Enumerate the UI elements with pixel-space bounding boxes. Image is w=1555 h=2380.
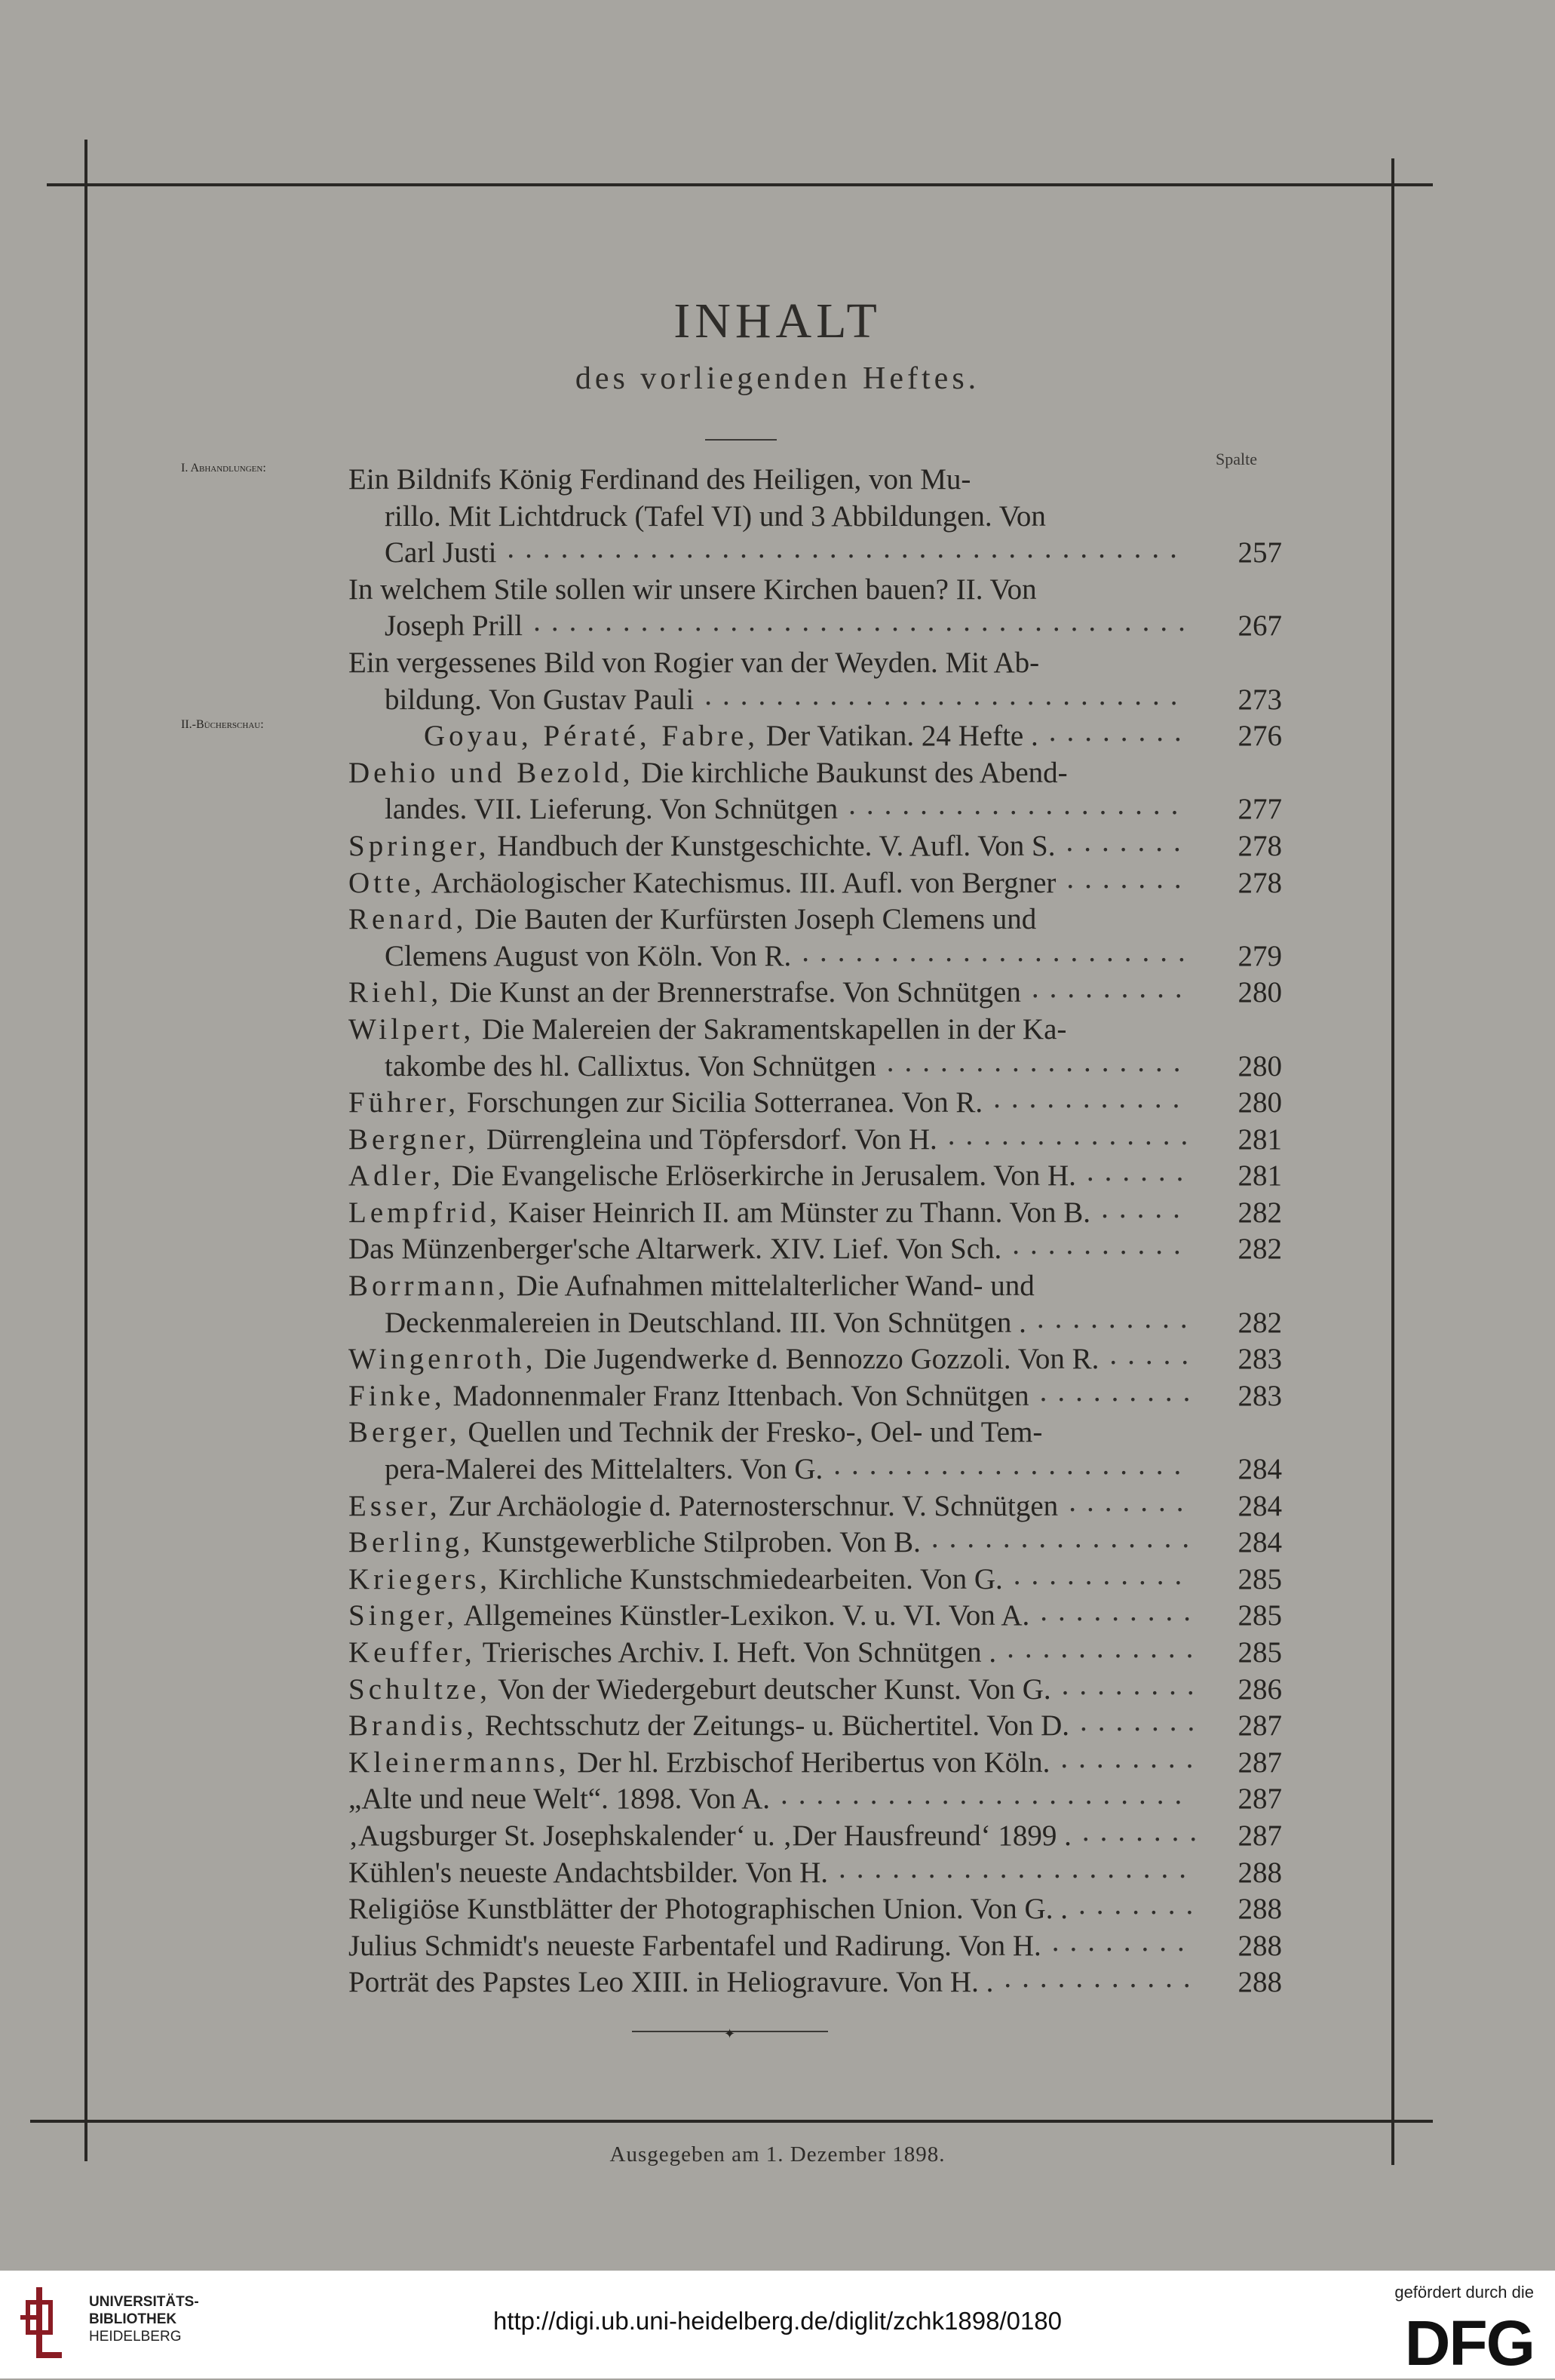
toc-entry-title: Dürrengleina und Töpfersdorf. Von H. (479, 1122, 937, 1156)
toc-page-number: 288 (1238, 1966, 1282, 1999)
toc-page-number: 267 (1238, 610, 1282, 643)
toc-leader-dots: ........ (1048, 715, 1192, 748)
toc-entry-text (385, 608, 523, 645)
toc-entry-title: Forschungen zur Sicilia Sotterranea. Von R. (459, 1086, 983, 1119)
toc-leader-dots: ..... (1101, 1191, 1191, 1224)
toc-entry-text (385, 682, 694, 719)
toc-entry-title: Die Evangelische Erlöserkirche in Jerusalem. Von H. (444, 1159, 1076, 1193)
toc-page-number: 284 (1238, 1526, 1282, 1559)
toc-line (181, 1778, 1282, 1818)
library-name-line-3: HEIDELBERG (89, 2329, 182, 2345)
toc-line (181, 861, 1282, 902)
toc-line (181, 972, 1282, 1012)
toc-entry-title: ‚Augsburger St. Josephskalender‘ u. ‚Der Hausfreund‘ 1899 . (348, 1819, 1072, 1852)
toc-entry-author: Wingenroth, (348, 1343, 537, 1376)
toc-page-number: 280 (1238, 1049, 1282, 1083)
frame-top-rule (47, 183, 1433, 186)
toc-page-number: 285 (1238, 1636, 1282, 1669)
toc-page-number: 282 (1238, 1233, 1282, 1266)
toc-entry-title: Kaiser Heinrich II. am Münster zu Thann. Von B. (501, 1196, 1091, 1229)
frame-right-rule (1391, 158, 1394, 2165)
toc-entry-title: Clemens August von Köln. Von R. (385, 939, 792, 972)
toc-page-number: 276 (1238, 720, 1282, 753)
toc-entry-text (348, 1818, 1072, 1855)
toc-line (181, 605, 1282, 645)
toc-line (181, 1485, 1282, 1525)
toc-entry-title: Die Malereien der Sakramentskapellen in der Ka- (474, 1012, 1067, 1046)
toc-page-number: 279 (1238, 939, 1282, 972)
toc-page-number: 277 (1238, 793, 1282, 826)
toc-line (181, 1705, 1282, 1745)
toc-entry-title: Ein Bildnifs König Ferdinand des Heiligen, von Mu- (348, 463, 971, 496)
toc-entry-text (348, 865, 1056, 902)
toc-line (181, 935, 1282, 975)
toc-page-number: 287 (1238, 1819, 1282, 1852)
toc-entry-author: Borrmann, (348, 1270, 509, 1303)
toc-page-number: 285 (1238, 1599, 1282, 1632)
toc-leader-dots: .................... (839, 1851, 1198, 1884)
toc-page-number: 282 (1238, 1306, 1282, 1339)
toc-entry-text (348, 1488, 1058, 1525)
toc-line (181, 715, 1282, 755)
toc-leader-dots: ........................... (704, 678, 1188, 711)
toc-leader-dots: ....................... (781, 1778, 1193, 1811)
toc-line (181, 1155, 1282, 1195)
toc-line (181, 901, 1282, 938)
toc-entry-text (348, 1158, 1076, 1195)
toc-leader-dots: ................... (848, 788, 1189, 821)
dfg-logo: DFG (1404, 2308, 1534, 2378)
toc-entry-title: Julius Schmidt's neueste Farbentafel und Radirung. Von H. (348, 1929, 1041, 1962)
toc-entry-text (385, 1049, 876, 1086)
toc-entry-text (385, 791, 838, 828)
toc-entry-author: Berling, (348, 1526, 474, 1559)
toc-entry-title: landes. VII. Lieferung. Von Schnütgen (385, 793, 839, 826)
toc-page-number: 287 (1238, 1783, 1282, 1816)
toc-entry-title: Carl Justi (385, 536, 497, 570)
toc-entry-author: Lempfrid, (348, 1196, 501, 1229)
toc-entry-title: Von der Wiedergeburt deutscher Kunst. Von G. (491, 1672, 1051, 1706)
toc-page-number: 281 (1238, 1122, 1282, 1156)
toc-line (181, 462, 1282, 499)
toc-page-number: 278 (1238, 829, 1282, 862)
toc-entry-author: Dehio und Bezold, (348, 756, 634, 789)
toc-entry-text (348, 1964, 993, 2001)
toc-line (181, 572, 1282, 609)
toc-entry-author: Adler, (348, 1159, 444, 1193)
toc-leader-dots: ....... (1066, 861, 1192, 895)
toc-line (181, 1814, 1282, 1855)
toc-entry-title: Die Aufnahmen mittelalterlicher Wand- und (508, 1270, 1035, 1303)
funding-caption: gefördert durch die (1394, 2283, 1534, 2302)
toc-entry-text (385, 938, 791, 975)
toc-entry-text (424, 718, 1038, 755)
toc-entry-title: Allgemeines Künstler-Lexikon. V. u. VI. Von A. (458, 1599, 1030, 1632)
section-label-abhandlungen: I. Abhandlungen: (181, 462, 266, 474)
toc-entry-text (348, 1231, 1001, 1268)
toc-entry-title: Der hl. Erzbischof Heribertus von Köln. (569, 1746, 1050, 1779)
toc-entry-title: Der Vatikan. 24 Hefte . (758, 720, 1038, 753)
toc-line (181, 1924, 1282, 1965)
toc-entry-text (348, 1122, 937, 1159)
toc-entry-author: Renard, (348, 903, 468, 936)
toc-entry-text (348, 1745, 1050, 1782)
toc-entry-text (348, 1525, 921, 1562)
toc-line (181, 532, 1282, 572)
end-ornament-dot: ✦ (724, 2026, 736, 2041)
toc-page-number: 273 (1238, 683, 1282, 716)
toc-page-number: 278 (1238, 866, 1282, 899)
toc-entry-text (348, 1085, 983, 1122)
toc-entry-author: Riehl, (348, 976, 443, 1009)
toc-leader-dots: .......... (1012, 1228, 1192, 1261)
toc-line (181, 1632, 1282, 1672)
toc-entry-author: Finke, (348, 1379, 446, 1412)
toc-entry-text (348, 1562, 1003, 1598)
toc-entry-text (348, 1635, 996, 1672)
toc-line (181, 1374, 1282, 1415)
toc-entry-author: Springer, (348, 829, 490, 862)
toc-line (181, 1668, 1282, 1709)
toc-line (181, 1012, 1282, 1049)
toc-leader-dots: ........... (1007, 1632, 1204, 1664)
toc-entry-author: Berger, (348, 1416, 461, 1449)
toc-line (181, 1414, 1282, 1451)
toc-entry-text (348, 901, 1036, 938)
toc-page-number: 280 (1238, 976, 1282, 1009)
toc-entry-title: Die Kunst an der Brennerstrafse. Von Schnütgen (442, 976, 1021, 1009)
toc-line (181, 1268, 1282, 1305)
toc-entry-title: Das Münzenberger'sche Altarwerk. XIV. Lief. Von Sch. (348, 1233, 1002, 1266)
toc-line (181, 1191, 1282, 1232)
toc-line (181, 825, 1282, 865)
toc-leader-dots: ...... (1086, 1155, 1195, 1188)
toc-line (181, 645, 1282, 682)
toc-line (181, 1228, 1282, 1268)
toc-page-number: 288 (1238, 1929, 1282, 1962)
toc-entry-text (348, 1781, 770, 1818)
toc-entry-title: Rechtsschutz der Zeitungs- u. Büchertitel. Von D. (477, 1709, 1069, 1743)
toc-line (181, 1888, 1282, 1928)
toc-entry-text (348, 828, 1056, 865)
toc-page-number: 288 (1238, 1856, 1282, 1889)
toc-entry-author: Otte, (348, 866, 425, 899)
toc-entry-title: pera-Malerei des Mittelalters. Von G. (385, 1453, 824, 1486)
toc-entry-text (348, 1928, 1041, 1965)
toc-entry-title: Archäologischer Katechismus. III. Aufl. von Bergner (425, 866, 1057, 899)
toc-entry-title: Religiöse Kunstblätter der Photographischen Union. Von G. . (348, 1893, 1068, 1926)
toc-entry-title: Quellen und Technik der Fresko-, Oel- und Tem- (460, 1416, 1043, 1449)
toc-line (181, 1301, 1282, 1342)
toc-entry-author: Kleinermanns, (348, 1746, 570, 1779)
toc-entry-author: Schultze, (348, 1672, 492, 1706)
toc-entry-title: Die Jugendwerke d. Bennozzo Gozzoli. Von R. (536, 1343, 1100, 1376)
toc-entry-text (348, 462, 971, 499)
toc-entry-title: Madonnenmaler Franz Ittenbach. Von Schnütgen (445, 1379, 1029, 1412)
toc-page-number: 284 (1238, 1489, 1282, 1522)
toc-entry-author: Esser, (348, 1489, 441, 1522)
toc-entry-text (348, 1195, 1090, 1232)
toc-entry-author: Führer, (348, 1086, 460, 1119)
toc-line (181, 1448, 1282, 1488)
toc-entry-text (348, 1855, 828, 1892)
toc-line (181, 1522, 1282, 1562)
toc-entry-title: rillo. Mit Lichtdruck (Tafel VI) und 3 Abbildungen. Von (385, 499, 1046, 533)
toc-leader-dots: ......... (1036, 1301, 1198, 1334)
table-of-contents (181, 462, 1282, 2001)
toc-leader-dots: .................... (833, 1448, 1192, 1482)
toc-leader-dots: ....... (1080, 1705, 1206, 1738)
toc-line (181, 1118, 1282, 1159)
frame-left-rule (84, 140, 87, 2161)
toc-leader-dots: ....... (1069, 1485, 1195, 1518)
toc-entry-text (348, 1012, 1066, 1049)
toc-entry-title: Joseph Prill (385, 610, 523, 643)
toc-page-number: 287 (1238, 1709, 1282, 1743)
toc-leader-dots: ........ (1060, 1741, 1204, 1774)
toc-entry-title: Die Bauten der Kurfürsten Joseph Clemens und (467, 903, 1037, 936)
toc-page-number: 287 (1238, 1746, 1282, 1779)
toc-entry-title: Trierisches Archiv. I. Heft. Von Schnütgen . (475, 1636, 997, 1669)
page-subtitle: des vorliegenden Heftes. (575, 361, 980, 396)
toc-line (181, 678, 1282, 719)
toc-line (181, 1558, 1282, 1598)
library-name-line-2: BIBLIOTHEK (89, 2311, 177, 2327)
page-title: INHALT (673, 293, 882, 349)
toc-leader-dots: ....... (1078, 1888, 1204, 1921)
toc-entry-text (348, 1891, 1068, 1928)
toc-entry-title: Deckenmalereien in Deutschland. III. Von Schnütgen . (385, 1306, 1026, 1339)
toc-entry-title: In welchem Stile sollen wir unsere Kirchen bauen? II. Von (348, 573, 1037, 606)
toc-leader-dots: ........ (1061, 1668, 1205, 1701)
toc-entry-text (348, 755, 1068, 792)
toc-page-number: 288 (1238, 1893, 1282, 1926)
toc-line (181, 1338, 1282, 1378)
toc-leader-dots: ...................................... (507, 532, 1188, 565)
toc-entry-title: bildung. Von Gustav Pauli (385, 683, 695, 716)
toc-entry-text (385, 499, 1046, 536)
toc-leader-dots: ...................... (802, 935, 1196, 968)
toc-entry-author: Brandis, (348, 1709, 478, 1743)
toc-entry-text (385, 535, 496, 572)
toc-leader-dots: ............... (931, 1522, 1201, 1555)
toc-line (181, 1851, 1282, 1892)
library-name-line-1: UNIVERSITÄTS- (89, 2294, 199, 2310)
toc-entry-text (348, 645, 1039, 682)
toc-entry-text (348, 572, 1037, 609)
toc-entry-text (385, 1451, 823, 1488)
toc-entry-author: Singer, (348, 1599, 459, 1632)
toc-page-number: 285 (1238, 1562, 1282, 1595)
toc-entry-author: Keuffer, (348, 1636, 476, 1669)
toc-entry-text (348, 1598, 1029, 1635)
issue-date: Ausgegeben am 1. Dezember 1898. (609, 2142, 946, 2167)
toc-entry-title: Kunstgewerbliche Stilproben. Von B. (474, 1526, 921, 1559)
toc-entry-title: Zur Archäologie d. Paternosterschnur. V. Schnütgen (440, 1489, 1059, 1522)
toc-entry-title: „Alte und neue Welt“. 1898. Von A. (348, 1783, 771, 1816)
title-divider (705, 439, 777, 441)
toc-line (181, 1045, 1282, 1086)
frame-bottom-rule (30, 2120, 1433, 2123)
toc-entry-text (348, 1414, 1042, 1451)
toc-leader-dots: ....... (1081, 1814, 1208, 1847)
toc-line (181, 755, 1282, 792)
toc-leader-dots: ................. (886, 1045, 1192, 1078)
toc-line (181, 1082, 1282, 1122)
toc-entry-text (348, 975, 1021, 1012)
toc-page-number: 283 (1238, 1379, 1282, 1412)
toc-entry-text (348, 1708, 1069, 1745)
toc-leader-dots: ........... (993, 1082, 1191, 1115)
toc-page-number: 281 (1238, 1159, 1282, 1193)
toc-leader-dots: ..................................... (533, 605, 1196, 638)
toc-leader-dots: ........... (1004, 1961, 1201, 1995)
toc-leader-dots: ........ (1051, 1924, 1195, 1958)
toc-leader-dots: .............. (947, 1118, 1199, 1151)
toc-entry-author: Wilpert, (348, 1012, 475, 1046)
toc-leader-dots: ......... (1039, 1374, 1201, 1408)
toc-entry-title: Die kirchliche Baukunst des Abend- (633, 756, 1068, 789)
toc-page-number: 282 (1238, 1196, 1282, 1229)
toc-entry-title: takombe des hl. Callixtus. Von Schnütgen (385, 1049, 876, 1083)
toc-page-number: 280 (1238, 1086, 1282, 1119)
toc-entry-text (385, 1305, 1026, 1342)
toc-page-number: 286 (1238, 1672, 1282, 1706)
toc-page-number: 257 (1238, 536, 1282, 570)
toc-line (181, 1961, 1282, 2001)
toc-entry-text (348, 1378, 1029, 1415)
column-label: Spalte (1216, 450, 1257, 468)
permalink[interactable]: http://digi.ub.uni-heidelberg.de/diglit/zchk1898/0180 (492, 2307, 1063, 2335)
toc-entry-author: Kriegers, (348, 1562, 492, 1595)
toc-entry-text (348, 1341, 1099, 1378)
toc-entry-author: Goyau, Pératé, Fabre, (424, 720, 759, 753)
toc-leader-dots: .......... (1013, 1558, 1193, 1591)
toc-line (181, 1741, 1282, 1782)
toc-leader-dots: ..... (1109, 1338, 1200, 1371)
toc-line (181, 788, 1282, 828)
toc-line (181, 1595, 1282, 1635)
toc-leader-dots: ....... (1066, 825, 1192, 858)
toc-entry-title: Kühlen's neueste Andachtsbilder. Von H. (348, 1856, 829, 1889)
toc-line (181, 499, 1282, 536)
toc-entry-author: Bergner, (348, 1122, 480, 1156)
toc-entry-text (348, 1672, 1051, 1709)
toc-entry-title: Porträt des Papstes Leo XIII. in Heliogravure. Von H. . (348, 1966, 994, 1999)
toc-entry-title: Handbuch der Kunstgeschichte. V. Aufl. Von S. (489, 829, 1056, 862)
toc-page-number: 284 (1238, 1453, 1282, 1486)
toc-entry-title: Kirchliche Kunstschmiedearbeiten. Von G. (491, 1562, 1003, 1595)
toc-leader-dots: ......... (1040, 1595, 1202, 1628)
toc-leader-dots: ......... (1031, 972, 1193, 1005)
toc-page-number: 283 (1238, 1343, 1282, 1376)
toc-entry-text (348, 1268, 1035, 1305)
toc-entry-title: Ein vergessenes Bild von Rogier van der Weyden. Mit Ab- (348, 646, 1040, 679)
section-label-buecherschau: II.-Bücherschau: (181, 718, 264, 731)
